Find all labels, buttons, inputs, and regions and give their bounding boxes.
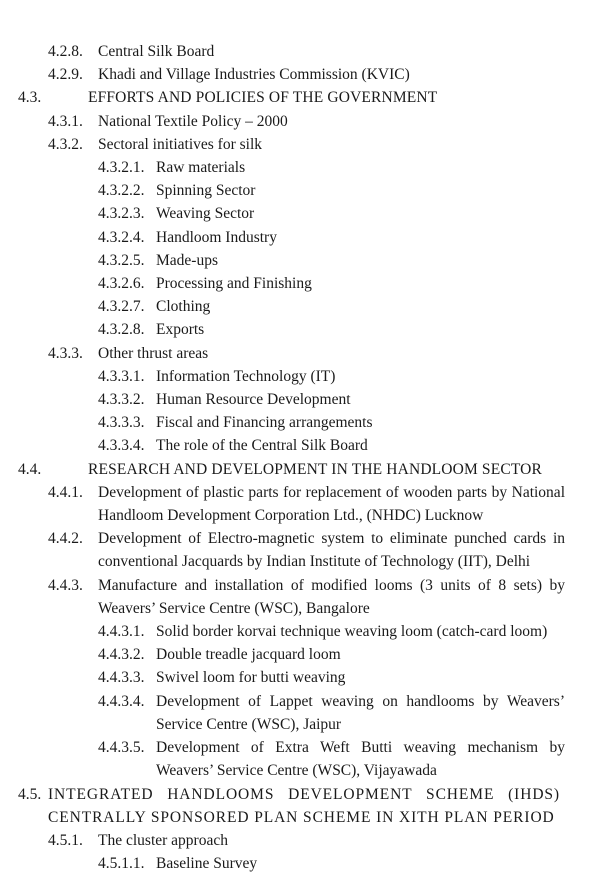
toc-entry-4-4-3-1 [98, 620, 600, 643]
toc-text: Information Technology (IT) [156, 367, 336, 385]
toc-entry-4-3-2-7 [98, 295, 600, 318]
toc-number: 4.3.3.2. [98, 391, 145, 409]
toc-number: 4.2.9. [48, 66, 83, 84]
toc-number: 4.4.3.3. [98, 669, 145, 687]
toc-text: Baseline Survey [156, 855, 258, 873]
toc-entry-4-5-1-1 [98, 852, 600, 875]
toc-entry-4-5-1 [48, 829, 600, 852]
toc-entry-4-3-3-4 [98, 434, 600, 457]
toc-number: 4.5.1.1. [98, 855, 145, 873]
toc-text: Handloom Industry [156, 228, 277, 246]
toc-entry-4-4-3-2 [98, 643, 600, 666]
toc-text: Development of Extra Weft Butti weaving mechanism by Weavers’ Service Centre (WSC), Vijayawada [156, 739, 565, 780]
toc-section-4-5 [18, 783, 600, 829]
toc-number: 4.4.3.2. [98, 646, 145, 664]
toc-number: 4.3.2.2. [98, 182, 145, 200]
toc-text: Weaving Sector [156, 205, 255, 223]
toc-text: The role of the Central Silk Board [156, 437, 368, 455]
toc-text: The cluster approach [98, 831, 228, 849]
toc-text: Made-ups [156, 251, 218, 269]
toc-text: Exports [156, 321, 205, 339]
toc-entry-4-4-3 [48, 574, 600, 620]
toc-entry-4-3-3-2 [98, 388, 600, 411]
toc-entry-4-3-2-5 [98, 249, 600, 272]
toc-entry-4-3-2-8 [98, 318, 600, 341]
toc-entry-4-4-1 [48, 481, 600, 527]
toc-entry-4-4-2 [48, 527, 600, 573]
toc-entry-4-3-3-3 [98, 411, 600, 434]
toc-entry-4-3-1 [48, 110, 600, 133]
toc-number: 4.5.1. [48, 831, 83, 849]
toc-text: Spinning Sector [156, 182, 256, 200]
toc-section-4-3 [18, 86, 600, 109]
toc-text: Development of Electro-magnetic system to eliminate punched cards in conventional Jacquards by Indian Institute of Technology (IIT), Delhi [98, 530, 565, 571]
toc-number: 4.3.2.3. [98, 205, 145, 223]
toc-text: Other thrust areas [98, 344, 209, 362]
toc-text: Swivel loom for butti weaving [156, 669, 346, 687]
toc-text: National Textile Policy – 2000 [98, 112, 288, 130]
toc-text: Sectoral initiatives for silk [98, 135, 263, 153]
toc-number: 4.3.2. [48, 135, 83, 153]
toc-number: 4.3.2.1. [98, 159, 145, 177]
toc-number: 4.3.3.3. [98, 414, 145, 432]
toc-number: 4.4.3.1. [98, 623, 145, 641]
toc-entry-4-2-9 [48, 63, 600, 86]
toc-text: Clothing [156, 298, 211, 316]
toc-number: 4.3.2.8. [98, 321, 145, 339]
toc-text: Human Resource Development [156, 391, 351, 409]
toc-heading: EFFORTS AND POLICIES OF THE GOVERNMENT [88, 89, 438, 107]
toc-entry-4-3-2-4 [98, 226, 600, 249]
toc-text: Fiscal and Financing arrangements [156, 414, 373, 432]
toc-entry-4-4-3-5 [98, 736, 600, 782]
toc-text: Manufacture and installation of modified looms (3 units of 8 sets) by Weavers’ Service Centre (WSC), Bangalore [98, 576, 565, 617]
toc-heading: RESEARCH AND DEVELOPMENT IN THE HANDLOOM SECTOR [88, 460, 542, 478]
toc-number: 4.3.2.5. [98, 251, 145, 269]
toc-entry-4-3-2-1 [98, 156, 600, 179]
toc-number: 4.3.2.7. [98, 298, 145, 316]
toc-number: 4.3.3. [48, 344, 83, 362]
toc-text: Development of plastic parts for replacement of wooden parts by National Handloom Development Corporation Ltd., (NHDC) Lucknow [98, 483, 565, 525]
toc-number: 4.3. [18, 89, 42, 107]
toc-text: Solid border korvai technique weaving loom (catch-card loom) [156, 623, 548, 641]
toc-number: 4.4.3. [48, 576, 83, 594]
toc-text: Khadi and Village Industries Commission (KVIC) [98, 66, 410, 84]
toc-number: 4.4.2. [48, 530, 83, 548]
toc-text: Double treadle jacquard loom [156, 646, 341, 664]
toc-entry-4-3-2-2 [98, 179, 600, 202]
toc-number: 4.2.8. [48, 43, 83, 60]
toc-entry-4-2-8 [48, 40, 600, 63]
toc-section-4-4 [18, 458, 600, 481]
toc-number: 4.3.3.1. [98, 367, 145, 385]
toc-entry-4-3-2 [48, 133, 600, 156]
toc-number: 4.4.1. [48, 483, 83, 501]
toc-entry-4-3-3 [48, 342, 600, 365]
toc-entry-4-3-2-6 [98, 272, 600, 295]
toc-number: 4.4.3.5. [98, 739, 145, 757]
toc-heading: INTEGRATED HANDLOOMS DEVELOPMENT SCHEME (IHDS) CENTRALLY SPONSORED PLAN SCHEME IN XITH PLAN PERIOD [48, 785, 560, 826]
toc-text: Processing and Finishing [156, 275, 312, 293]
toc-text: Raw materials [156, 159, 246, 177]
toc-entry-4-3-2-3 [98, 202, 600, 225]
toc-text: Central Silk Board [98, 43, 215, 60]
toc-entry-4-4-3-3 [98, 666, 600, 689]
toc-entry-4-3-3-1 [98, 365, 600, 388]
toc-number: 4.3.2.4. [98, 228, 145, 246]
toc-number: 4.3.3.4. [98, 437, 145, 455]
toc-text: Development of Lappet weaving on handlooms by Weavers’ Service Centre (WSC), Jaipur [156, 692, 565, 733]
toc-number: 4.5. [18, 785, 42, 803]
toc-number: 4.4. [18, 460, 42, 478]
toc-number: 4.3.1. [48, 112, 83, 130]
toc-number: 4.3.2.6. [98, 275, 145, 293]
toc-number: 4.4.3.4. [98, 692, 145, 710]
toc-entry-4-4-3-4 [98, 690, 600, 736]
